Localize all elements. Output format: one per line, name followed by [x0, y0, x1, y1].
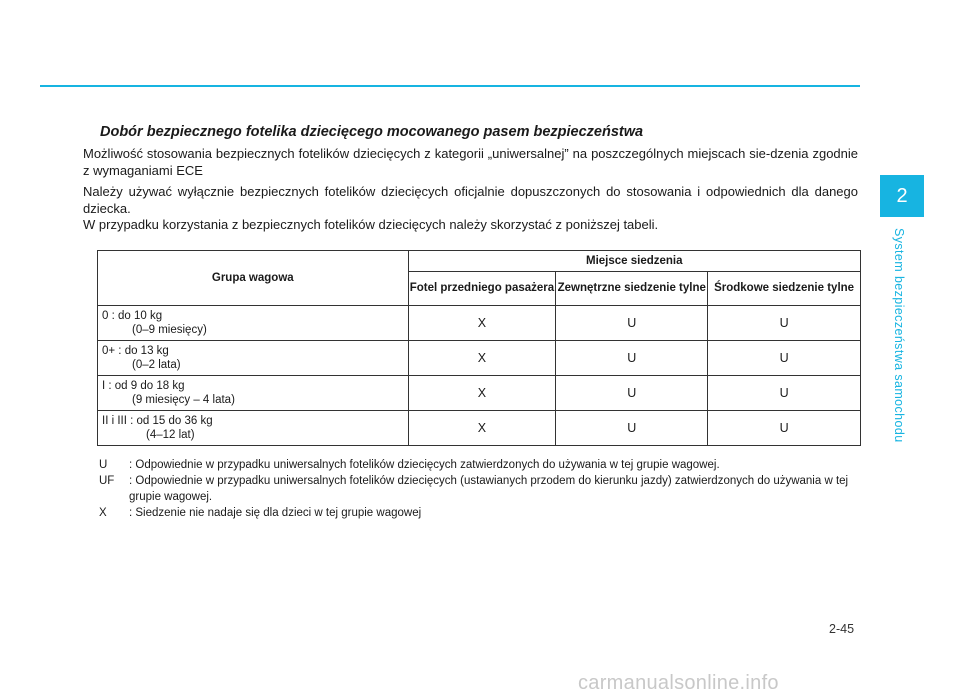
rear-center-value: U — [708, 306, 861, 341]
weight-group-cell — [98, 411, 409, 446]
weight-group-label: I : od 9 do 18 kg — [102, 380, 185, 392]
rear-center-value: U — [708, 376, 861, 411]
rear-outboard-value: U — [556, 411, 708, 446]
page-number: 2-45 — [829, 622, 855, 636]
table-row — [98, 411, 861, 446]
rear-outboard-value: U — [556, 341, 708, 376]
front-passenger-value: X — [408, 341, 556, 376]
front-passenger-value: X — [408, 376, 556, 411]
chapter-number-tab — [880, 175, 924, 217]
seat-suitability-table — [97, 250, 861, 446]
legend-text: : Odpowiednie w przypadku uniwersalnych fotelików dziecięcych (ustawianych przodem do kierunku jazdy) zatwierdzonych do używania w tej grupie wagowej. — [129, 475, 849, 503]
paragraph-approved-seats: Należy używać wyłącznie bezpiecznych fotelików dziecięcych oficjalnie dopuszczonych do stosowania i odpowiednich dla danego dziecka. — [83, 184, 858, 216]
age-range: (0–2 lata) — [132, 359, 181, 371]
legend-text: : Odpowiednie w przypadku uniwersalnych fotelików dziecięcych zatwierdzonych do używania w tej grupie wagowej. — [129, 459, 720, 471]
table-row — [98, 376, 861, 411]
weight-group-label: 0+ : do 13 kg — [102, 345, 169, 357]
age-range: (0–9 miesięcy) — [132, 324, 207, 336]
legend-key: UF — [99, 475, 115, 487]
chapter-title: System bezpieczeństwa samochodu — [892, 228, 906, 443]
weight-group-label: II i III : od 15 do 36 kg — [102, 415, 213, 427]
weight-group-cell — [98, 306, 409, 341]
age-range: (9 miesięcy – 4 lata) — [132, 394, 235, 406]
rear-center-value: U — [708, 411, 861, 446]
legend-item-uf — [99, 473, 859, 505]
age-range: (4–12 lat) — [146, 429, 195, 441]
weight-group-cell — [98, 376, 409, 411]
paragraph-use-table: W przypadku korzystania z bezpiecznych fotelików dziecięcych należy skorzystać z poniższej tabeli. — [83, 217, 659, 232]
table-row — [98, 341, 861, 376]
section-title: Dobór bezpiecznego fotelika dziecięcego mocowanego pasem bezpieczeństwa — [100, 124, 644, 140]
header-rear-outboard: Zewnętrzne siedzenie tylne — [556, 272, 708, 306]
rear-center-value: U — [708, 341, 861, 376]
legend-text: : Siedzenie nie nadaje się dla dzieci w tej grupie wagowej — [129, 507, 422, 519]
weight-group-label: 0 : do 10 kg — [102, 310, 163, 322]
legend-item-u — [99, 457, 859, 473]
chapter-number: 2 — [896, 184, 908, 207]
rear-outboard-value: U — [556, 376, 708, 411]
legend — [99, 457, 859, 521]
header-front-passenger: Fotel przedniego pasażera — [408, 272, 556, 306]
weight-group-cell — [98, 341, 409, 376]
front-passenger-value: X — [408, 306, 556, 341]
watermark: carmanualsonline.info — [578, 672, 779, 694]
table-header-row — [98, 251, 861, 272]
legend-item-x — [99, 505, 859, 521]
paragraph-ece: Możliwość stosowania bezpiecznych fotelików dziecięcych z kategorii „uniwersalnej” na poszczególnych miejscach sie-dzenia zgodnie z wymaganiami ECE — [83, 146, 858, 178]
table-row — [98, 306, 861, 341]
legend-key: X — [99, 507, 107, 519]
rear-outboard-value: U — [556, 306, 708, 341]
header-weight-group: Grupa wagowa — [98, 251, 409, 306]
header-rear-center: Środkowe siedzenie tylne — [708, 272, 861, 306]
legend-key: U — [99, 459, 108, 471]
header-rule — [40, 85, 860, 87]
front-passenger-value: X — [408, 411, 556, 446]
header-seat-position: Miejsce siedzenia — [408, 251, 860, 272]
